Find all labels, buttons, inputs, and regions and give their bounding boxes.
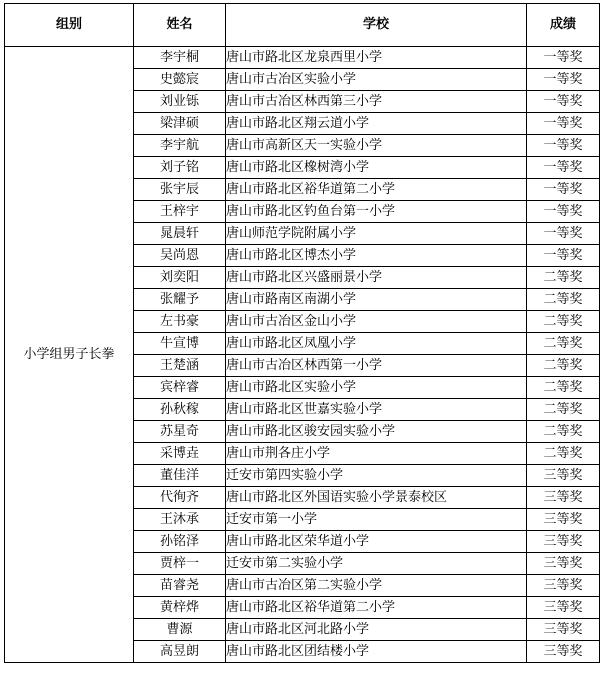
school-cell: 唐山市路北区裕华道第二小学: [226, 597, 527, 619]
school-cell: 唐山师范学院附属小学: [226, 223, 527, 245]
name-cell: 代徇齐: [134, 487, 226, 509]
school-cell: 唐山市路北区荣华道小学: [226, 531, 527, 553]
award-cell: 三等奖: [527, 641, 600, 663]
name-cell: 牛宣博: [134, 333, 226, 355]
name-cell: 史懿宸: [134, 69, 226, 91]
award-cell: 三等奖: [527, 619, 600, 641]
table-header: [5, 4, 600, 47]
award-cell: 一等奖: [527, 245, 600, 267]
name-cell: 晁晨轩: [134, 223, 226, 245]
name-cell: 苗睿尧: [134, 575, 226, 597]
header-name: 姓名: [134, 4, 226, 47]
name-cell: 黄梓烨: [134, 597, 226, 619]
name-cell: 梁津硕: [134, 113, 226, 135]
award-cell: 三等奖: [527, 531, 600, 553]
name-cell: 宾梓睿: [134, 377, 226, 399]
award-cell: 二等奖: [527, 377, 600, 399]
school-cell: 唐山市古冶区第二实验小学: [226, 575, 527, 597]
group-cell: 小学组男子长拳: [5, 47, 134, 663]
name-cell: 高昱朗: [134, 641, 226, 663]
award-cell: 一等奖: [527, 135, 600, 157]
name-cell: 贾梓一: [134, 553, 226, 575]
award-cell: 二等奖: [527, 311, 600, 333]
name-cell: 吴尚恩: [134, 245, 226, 267]
name-cell: 张宇辰: [134, 179, 226, 201]
name-cell: 刘奕阳: [134, 267, 226, 289]
award-cell: 二等奖: [527, 443, 600, 465]
header-row: [5, 4, 600, 47]
name-cell: 张耀予: [134, 289, 226, 311]
award-cell: 二等奖: [527, 333, 600, 355]
school-cell: 唐山市荆各庄小学: [226, 443, 527, 465]
name-cell: 曹源: [134, 619, 226, 641]
school-cell: 唐山市路北区团结楼小学: [226, 641, 527, 663]
name-cell: 王梓宇: [134, 201, 226, 223]
header-group: 组别: [5, 4, 134, 47]
award-cell: 三等奖: [527, 487, 600, 509]
school-cell: 唐山市路北区凤凰小学: [226, 333, 527, 355]
award-cell: 一等奖: [527, 69, 600, 91]
school-cell: 唐山市路北区翔云道小学: [226, 113, 527, 135]
school-cell: 唐山市古冶区林西第一小学: [226, 355, 527, 377]
school-cell: 唐山市路北区钓鱼台第一小学: [226, 201, 527, 223]
award-cell: 三等奖: [527, 575, 600, 597]
award-cell: 二等奖: [527, 355, 600, 377]
name-cell: 采博垚: [134, 443, 226, 465]
header-award: 成绩: [527, 4, 600, 47]
award-cell: 三等奖: [527, 465, 600, 487]
table-body: [5, 47, 600, 663]
school-cell: 唐山市古冶区实验小学: [226, 69, 527, 91]
school-cell: 迁安市第四实验小学: [226, 465, 527, 487]
award-cell: 一等奖: [527, 113, 600, 135]
name-cell: 刘子铭: [134, 157, 226, 179]
name-cell: 董佳洋: [134, 465, 226, 487]
table-row: [5, 47, 600, 69]
award-cell: 一等奖: [527, 179, 600, 201]
school-cell: 唐山市路南区南湖小学: [226, 289, 527, 311]
award-cell: 三等奖: [527, 553, 600, 575]
award-cell: 三等奖: [527, 597, 600, 619]
award-cell: 二等奖: [527, 267, 600, 289]
name-cell: 王楚涵: [134, 355, 226, 377]
name-cell: 左书豪: [134, 311, 226, 333]
award-cell: 一等奖: [527, 91, 600, 113]
award-cell: 二等奖: [527, 399, 600, 421]
school-cell: 唐山市路北区龙泉西里小学: [226, 47, 527, 69]
award-cell: 三等奖: [527, 509, 600, 531]
award-cell: 二等奖: [527, 421, 600, 443]
school-cell: 唐山市路北区河北路小学: [226, 619, 527, 641]
school-cell: 唐山市路北区兴盛丽景小学: [226, 267, 527, 289]
school-cell: 迁安市第二实验小学: [226, 553, 527, 575]
name-cell: 李宇桐: [134, 47, 226, 69]
name-cell: 李宇航: [134, 135, 226, 157]
name-cell: 孙铭泽: [134, 531, 226, 553]
results-table: [4, 3, 600, 663]
school-cell: 唐山市路北区世嘉实验小学: [226, 399, 527, 421]
school-cell: 唐山市路北区裕华道第二小学: [226, 179, 527, 201]
school-cell: 唐山市古冶区金山小学: [226, 311, 527, 333]
school-cell: 唐山市路北区博杰小学: [226, 245, 527, 267]
award-cell: 一等奖: [527, 157, 600, 179]
name-cell: 孙秋稼: [134, 399, 226, 421]
school-cell: 唐山市路北区实验小学: [226, 377, 527, 399]
name-cell: 刘业铄: [134, 91, 226, 113]
award-cell: 一等奖: [527, 47, 600, 69]
school-cell: 唐山市古冶区林西第三小学: [226, 91, 527, 113]
school-cell: 唐山市高新区天一实验小学: [226, 135, 527, 157]
award-cell: 一等奖: [527, 201, 600, 223]
name-cell: 苏星奇: [134, 421, 226, 443]
school-cell: 迁安市第一小学: [226, 509, 527, 531]
award-cell: 一等奖: [527, 223, 600, 245]
award-cell: 二等奖: [527, 289, 600, 311]
school-cell: 唐山市路北区外国语实验小学景泰校区: [226, 487, 527, 509]
school-cell: 唐山市路北区橡树湾小学: [226, 157, 527, 179]
header-school: 学校: [226, 4, 527, 47]
name-cell: 王沐承: [134, 509, 226, 531]
school-cell: 唐山市路北区骏安园实验小学: [226, 421, 527, 443]
